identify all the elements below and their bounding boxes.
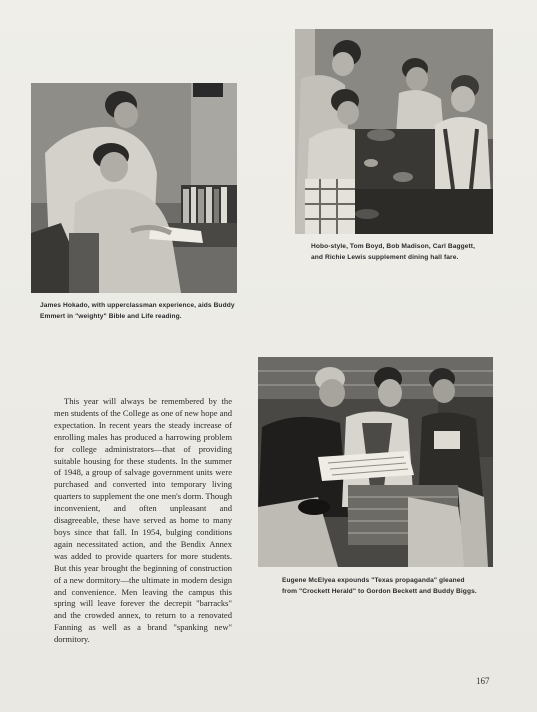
page-number: 167 <box>476 676 490 686</box>
caption-hokado-emmert: James Hokado, with upperclassman experience, aids Buddy Emmert in "weighty" Bible and Life reading. <box>40 302 235 320</box>
photo-hobo-style-dinner <box>295 29 493 234</box>
caption-hobo-style: Hobo-style, Tom Boyd, Bob Madison, Carl Baggett, and Richie Lewis supplement dining hall fare. <box>311 243 476 261</box>
photo-texas-propaganda <box>258 357 493 567</box>
caption-texas-propaganda: Eugene McElyea expounds "Texas propaganda" gleaned from "Crockett Herald" to Gordon Beckett and Buddy Biggs. <box>282 577 477 595</box>
photo-three-students-reading-newspaper-icon <box>258 357 493 567</box>
article-body-text: This year will always be remembered by the men students of the College as one of new hope and expectation. In recent years the steady increase of enrolling males has produced a harrowing problem for college administrators—that of providing suitable housing for these students. In the summer of 1948, a group of salvage government units were purchased and converted into temporary living quarters to supplement the one men's dorm. Though inconvenient, and often unpleasant and disagreeable, these have served as home to many boys since that fall. In 1954, bulging conditions again necessitated action, and the Bendix Annex was added to provide quarters for more students. But this year brought the beginning of construction of a new dormitory—the ultimate in modern design and convenience. Men leaving the campus this spring will leave forever the decrepit "barracks" and the crowded annex, to return to a renovated Fanning as well as a brand "spanking new" dormitory. <box>54 396 233 645</box>
photo-hokado-emmert <box>31 83 237 293</box>
photo-four-students-eating-icon <box>295 29 493 234</box>
photo-two-students-reading-icon <box>31 83 237 293</box>
